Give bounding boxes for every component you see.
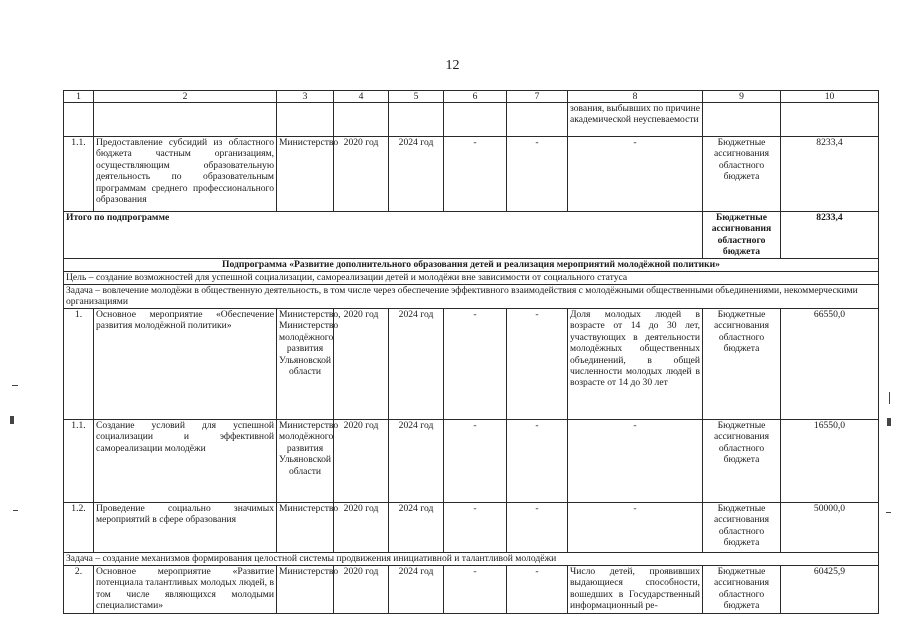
activity-row (64, 309, 879, 420)
empty-cell (64, 103, 94, 137)
col6-cell: - (444, 137, 507, 212)
subtotal-row (64, 212, 879, 259)
item-number: 2. (64, 566, 94, 614)
empty-cell (389, 103, 444, 137)
right-margin-mark (886, 512, 891, 513)
column-number-2: 2 (94, 91, 277, 103)
activity-row (64, 137, 879, 212)
empty-cell (444, 103, 507, 137)
subprogram-title: Подпрограмма «Развитие дополнительного образования детей и реализация мероприятий молодёжной политики» (64, 259, 879, 272)
col6-cell: - (444, 503, 507, 553)
goal-task-row (64, 553, 879, 566)
col7-cell: - (507, 137, 568, 212)
empty-cell (277, 103, 334, 137)
right-margin-mark (887, 418, 891, 426)
subtotal-label: Итого по подпрограмме (64, 212, 703, 259)
right-margin-mark (889, 392, 890, 404)
end-year: 2024 год (389, 309, 444, 420)
col6-cell: - (444, 566, 507, 614)
end-year: 2024 год (389, 420, 444, 503)
activity-row (64, 420, 879, 503)
indicator-cell: - (568, 137, 703, 212)
empty-cell (703, 103, 781, 137)
continuation-row (64, 103, 879, 137)
item-number: 1.2. (64, 503, 94, 553)
funding-source: Бюджетные ассигнования областного бюджета (703, 212, 781, 259)
indicator-cell: зования, выбывших по причине академической неуспеваемости (568, 103, 703, 137)
end-year: 2024 год (389, 566, 444, 614)
activity-row (64, 503, 879, 553)
indicator-cell: Число детей, проявивших выдающиеся способности, вошедших в Государственный информационный ре- (568, 566, 703, 614)
col7-cell: - (507, 566, 568, 614)
executor-cell: Министерство (277, 503, 334, 553)
funding-source: Бюджетные ассигнования областного бюджета (703, 309, 781, 420)
empty-cell (507, 103, 568, 137)
item-number: 1.1. (64, 420, 94, 503)
column-number-10: 10 (781, 91, 879, 103)
activity-name: Предоставление субсидий из областного бюджета частным организациям, осуществляющим образовательную деятельность по образовательным программам среднего профессионального образования (94, 137, 277, 212)
left-margin-mark (12, 385, 18, 386)
page-number: 12 (445, 58, 460, 73)
funding-amount: 66550,0 (781, 309, 879, 420)
column-number-1: 1 (64, 91, 94, 103)
executor-cell: Министерство (277, 566, 334, 614)
start-year: 2020 год (334, 566, 389, 614)
indicator-cell: - (568, 420, 703, 503)
empty-cell (781, 103, 879, 137)
col7-cell: - (507, 309, 568, 420)
item-number: 1.1. (64, 137, 94, 212)
indicator-cell: Доля молодых людей в возрасте от 14 до 30 лет, участвующих в деятельности молодёжных общественных объединений, в общей численности молодых людей в возрасте от 14 до 30 лет (568, 309, 703, 420)
funding-amount: 60425,9 (781, 566, 879, 614)
funding-source: Бюджетные ассигнования областного бюджета (703, 137, 781, 212)
goal-task-text: Задача – создание механизмов формирования целостной системы продвижения инициативной и талантливой молодёжи (64, 553, 879, 566)
left-margin-mark (13, 510, 18, 511)
goal-task-row (64, 272, 879, 285)
column-number-4: 4 (334, 91, 389, 103)
funding-amount: 8233,4 (781, 212, 879, 259)
empty-cell (334, 103, 389, 137)
funding-amount: 16550,0 (781, 420, 879, 503)
column-number-7: 7 (507, 91, 568, 103)
left-margin-mark (10, 416, 14, 424)
program-activities-table (63, 90, 879, 614)
indicator-cell: - (568, 503, 703, 553)
goal-task-row (64, 285, 879, 309)
funding-amount: 8233,4 (781, 137, 879, 212)
column-number-8: 8 (568, 91, 703, 103)
funding-source: Бюджетные ассигнования областного бюджета (703, 503, 781, 553)
table-body (64, 91, 879, 614)
activity-name: Проведение социально значимых мероприятий в сфере образования (94, 503, 277, 553)
column-number-6: 6 (444, 91, 507, 103)
column-number-row (64, 91, 879, 103)
start-year: 2020 год (334, 309, 389, 420)
executor-cell: Министерство, Министерство молодёжного развития Ульяновской области (277, 309, 334, 420)
subprogram-title-row (64, 259, 879, 272)
item-number: 1. (64, 309, 94, 420)
end-year: 2024 год (389, 137, 444, 212)
activity-row (64, 566, 879, 614)
executor-cell: Министерство молодёжного развития Ульяновской области (277, 420, 334, 503)
start-year: 2020 год (334, 503, 389, 553)
col7-cell: - (507, 420, 568, 503)
col7-cell: - (507, 503, 568, 553)
activity-name: Создание условий для успешной социализации и эффективной самореализации молодёжи (94, 420, 277, 503)
goal-task-text: Задача – вовлечение молодёжи в общественную деятельность, в том числе через обеспечение эффективного взаимодействия с молодёжными общественными объединениями, некоммерческими организациями (64, 285, 879, 309)
end-year: 2024 год (389, 503, 444, 553)
start-year: 2020 год (334, 137, 389, 212)
funding-amount: 50000,0 (781, 503, 879, 553)
column-number-9: 9 (703, 91, 781, 103)
column-number-5: 5 (389, 91, 444, 103)
goal-task-text: Цель – создание возможностей для успешной социализации, самореализации детей и молодёжи вне зависимости от социального статуса (64, 272, 879, 285)
executor-cell: Министерство (277, 137, 334, 212)
funding-source: Бюджетные ассигнования областного бюджета (703, 566, 781, 614)
empty-cell (94, 103, 277, 137)
start-year: 2020 год (334, 420, 389, 503)
column-number-3: 3 (277, 91, 334, 103)
funding-source: Бюджетные ассигнования областного бюджета (703, 420, 781, 503)
col6-cell: - (444, 420, 507, 503)
activity-name: Основное мероприятие «Обеспечение развития молодёжной политики» (94, 309, 277, 420)
activity-name: Основное мероприятие «Развитие потенциала талантливых молодых людей, в том числе являющихся молодыми специалистами» (94, 566, 277, 614)
col6-cell: - (444, 309, 507, 420)
